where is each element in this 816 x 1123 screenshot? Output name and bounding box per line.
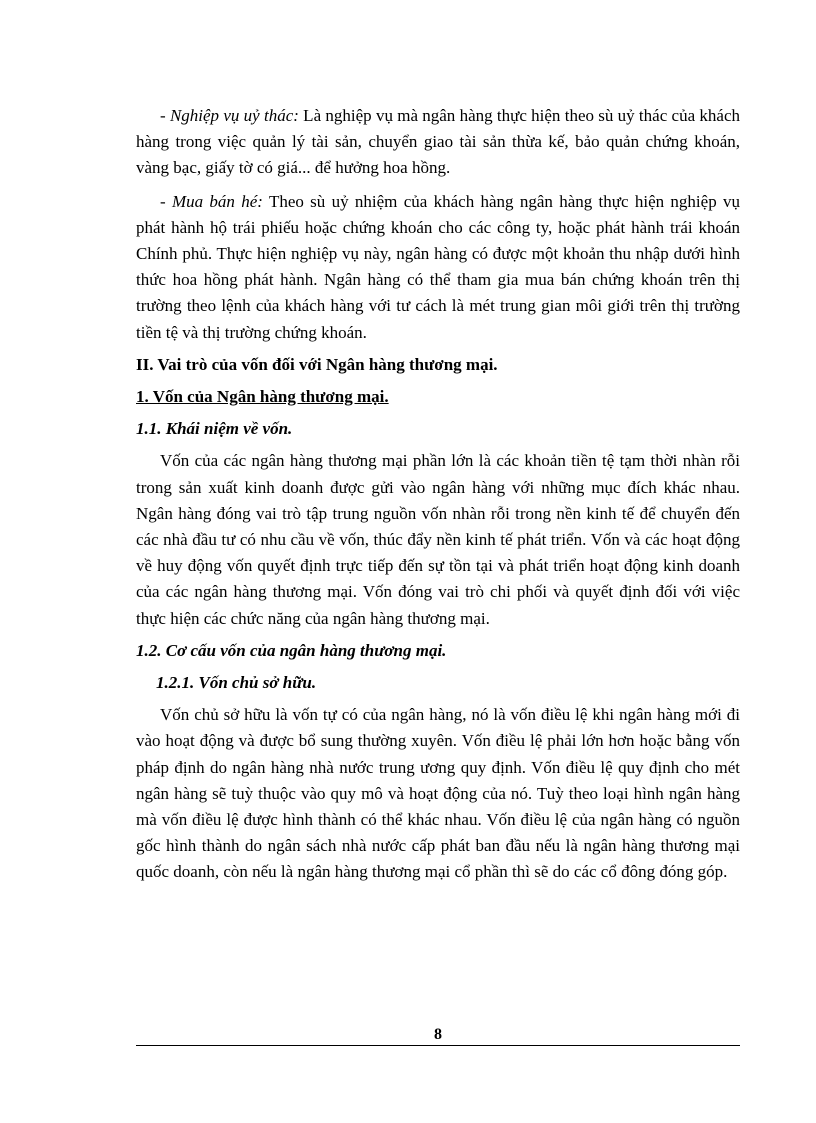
term-uy-thac: - Nghiệp vụ uỷ thác: — [160, 106, 299, 125]
heading-section-1-2: 1.2. Cơ cấu vốn của ngân hàng thương mại. — [136, 640, 447, 660]
paragraph-von-chu-so-huu: Vốn chủ sở hữu là vốn tự có của ngân hàng, nó là vốn điều lệ khi ngân hàng mới đi vào hoạt động và được bổ sung thường xuyên. Vốn điều lệ phải lớn hơn hoặc bằng vốn pháp định do ngân hàng nhà nước trung ương quy định. Vốn điều lệ quy định cho mét ngân hàng sẽ tuỳ thuộc vào quy mô và hoạt động của nó. Tuỳ theo loại hình ngân hàng mà vốn điều lệ được hình thành có thể khác nhau. Vốn điều lệ của ngân hàng có nguồn gốc hình thành do ngân sách nhà nước cấp phát ban đầu nếu là ngân hàng thương mại quốc doanh, còn nếu là ngân hàng thương mại cổ phần thì sẽ do các cổ đông đóng góp. — [136, 705, 740, 882]
page-number: 8 — [434, 1026, 442, 1043]
heading-section-ii: II. Vai trò của vốn đối với Ngân hàng thương mại. — [136, 354, 498, 374]
heading-section-1: 1. Vốn của Ngân hàng thương mại. — [136, 387, 389, 407]
text-mua-ban: Theo sù uỷ nhiệm của khách hàng ngân hàng thực hiện nghiệp vụ phát hành hộ trái phiếu hoặc chứng khoán cho các công ty, hoặc phát hành trái khoán Chính phủ. Thực hiện nghiệp vụ này, ngân hàng có được một khoản thu nhập dưới hình thức hoa hồng phát hành. Ngân hàng có thể tham gia mua bán chứng khoán trên thị trường theo lệnh của khách hàng với tư cách là mét trung gian môi giới trên thị trường tiền tệ và thị trường chứng khoán. — [136, 191, 740, 342]
heading-section-1-1: 1.1. Khái niệm về vốn. — [136, 419, 293, 439]
heading-section-1-2-1: 1.2.1. Vốn chủ sở hữu. — [156, 673, 317, 693]
page-body — [136, 103, 740, 886]
paragraph-mua-ban — [136, 189, 740, 346]
term-mua-ban: - Mua bán hé: — [160, 191, 263, 211]
paragraph-khai-niem: Vốn của các ngân hàng thương mại phần lớn là các khoản tiền tệ tạm thời nhàn rỗi trong sản xuất kinh doanh được gửi vào ngân hàng với những mục đích khác nhau. Ngân hàng đóng vai trò tập trung nguồn vốn nhàn rỗi trong nền kinh tế để chuyển đến các nhà đầu tư có nhu cầu về vốn, thúc đẩy nền kinh tế phát triển. Vốn và các hoạt động về huy động vốn quyết định trực tiếp đến sự tồn tại và phát triển hoạt động kinh doanh của các ngân hàng thương mại. Vốn đóng vai trò chi phối và quyết định đối với việc thực hiện các chức năng của ngân hàng thương mại. — [136, 451, 740, 628]
text-uy-thac: Là nghiệp vụ mà ngân hàng thực hiện theo sù uỷ thác của khách hàng trong việc quản lý tài sản, chuyển giao tài sản thừa kế, bảo quản chứng khoán, vàng bạc, giấy tờ có giá... để hưởng hoa hồng. — [136, 106, 740, 178]
footer-divider — [136, 1045, 740, 1046]
paragraph-uy-thac — [136, 103, 740, 182]
